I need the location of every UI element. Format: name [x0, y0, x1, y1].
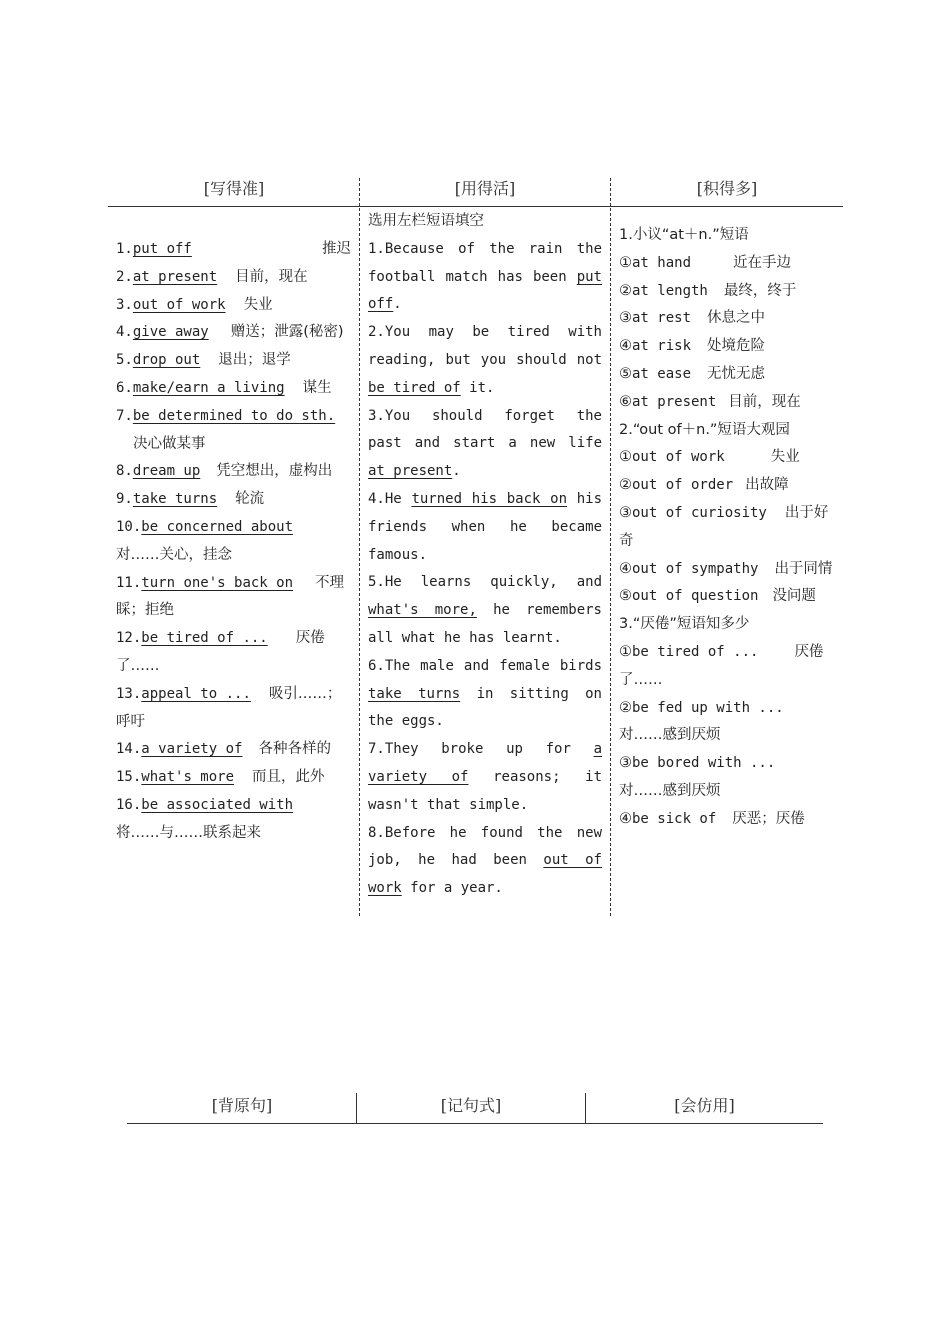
header-rule	[108, 206, 843, 207]
list-item: 9.take turns 轮流	[116, 491, 265, 508]
exercise-item: 5.He learns quickly, and what's more, he remembers all what he has learnt.	[368, 574, 602, 646]
exercise-item: 3.You should forget the past and start a new life at present.	[368, 407, 602, 480]
header-ji-ju-shi: [记句式]	[440, 1096, 502, 1115]
exercise-item: 2.You may be tired with reading, but you should not be tired of it.	[368, 324, 602, 396]
list-item: ②out of order 出故障	[619, 477, 789, 494]
list-item: 13.appeal to ... 吸引……；呼吁	[116, 685, 342, 730]
list-item: 7.be determined to do sth. 决心做某事	[116, 407, 336, 452]
header-hui-fang-yong: [会仿用]	[674, 1096, 735, 1115]
list-item: 15.what's more 而且，此外	[116, 769, 325, 786]
list-item: 11.turn one's back on 不理睬；拒绝	[116, 574, 345, 619]
section-title: 3.“厌倦”短语知多少	[619, 616, 750, 633]
exercise-item: 1.Because of the rain the football match has been put off.	[368, 240, 602, 313]
list-item: 1.put off 推迟	[116, 241, 351, 257]
phrase-list-column	[116, 236, 351, 848]
list-item: ③out of curiosity 出于好奇	[619, 504, 829, 549]
list-item: 12.be tired of ... 厌倦了……	[116, 630, 325, 674]
answer-phrase: take turns	[132, 491, 218, 508]
list-item: ④out of sympathy 出于同情	[619, 560, 833, 577]
list-item: ②at length 最终，终于	[619, 282, 797, 299]
answer-phrase: put off	[132, 241, 192, 257]
list-item: ④be sick of 厌恶；厌倦	[619, 810, 805, 827]
list-item: 10.be concerned about对……关心，挂念	[116, 518, 294, 563]
answer-blank: out of work	[368, 852, 602, 897]
list-item: ③be bored with ...对……感到厌烦	[619, 755, 776, 799]
answer-blank: take turns	[368, 685, 461, 702]
extension-column	[619, 222, 835, 834]
answer-phrase: a variety of	[141, 741, 243, 758]
answer-blank: what's more,	[368, 602, 477, 619]
section-title: 1.小议“at＋n.”短语	[619, 227, 749, 243]
answer-phrase: be tired of ...	[141, 630, 268, 647]
header-ji-de-duo: [积得多]	[696, 179, 758, 198]
column-divider	[359, 178, 360, 916]
list-item: ②be fed up with ...对……感到厌烦	[619, 699, 784, 744]
answer-phrase: turn one's back on	[141, 574, 294, 591]
list-item: ⑤at ease 无忧无虑	[619, 365, 766, 382]
list-item: ①out of work 失业	[619, 449, 800, 466]
header-bei-yuan-ju: [背原句]	[211, 1096, 273, 1115]
fill-in-column	[368, 208, 602, 903]
list-item: 8.dream up 凭空想出，虚构出	[116, 463, 333, 480]
list-item: ③at rest 休息之中	[619, 310, 766, 327]
answer-phrase: what's more	[141, 769, 235, 786]
list-item: ①be tired of ... 厌倦了……	[619, 643, 824, 688]
answer-blank: be tired of	[368, 379, 461, 396]
column-divider	[356, 1093, 357, 1123]
list-item: 5.drop out 退出；退学	[116, 352, 291, 369]
list-item: 16.be associated with将……与……联系起来	[116, 796, 294, 841]
header-xie-de-zhun: [写得准]	[203, 179, 265, 198]
list-item: 6.make/earn a living 谋生	[116, 379, 332, 396]
list-item: 2.at present 目前，现在	[116, 268, 308, 285]
exercise-item: 8.Before he found the new job, he had been out of work for a year.	[368, 824, 602, 897]
exercise-item: 4.He turned his back on his friends when he became famous.	[368, 490, 602, 563]
answer-phrase: appeal to ...	[141, 685, 251, 702]
answer-phrase: give away	[132, 324, 209, 341]
header-rule	[127, 1123, 823, 1124]
column-divider	[585, 1093, 586, 1123]
answer-phrase: drop out	[132, 352, 201, 369]
list-item: 4.give away 赠送；泄露(秘密)	[116, 324, 344, 341]
instruction-text: 选用左栏短语填空	[368, 213, 484, 229]
exercise-item: 6.The male and female birds take turns in sitting on the eggs.	[368, 657, 602, 730]
list-item: ①at hand 近在手边	[619, 254, 792, 271]
answer-blank: at present	[368, 463, 453, 480]
answer-phrase: out of work	[132, 296, 226, 313]
list-item: ⑤out of question 没问题	[619, 588, 816, 605]
list-item: 3.out of work 失业	[116, 296, 273, 313]
exercise-item: 7.They broke up for a variety of reasons; it wasn't that simple.	[368, 741, 602, 813]
list-item: 14.a variety of 各种各样的	[116, 741, 331, 758]
header-yong-de-huo: [用得活]	[454, 179, 516, 198]
answer-blank: turned his back on	[411, 490, 567, 507]
answer-blank: put off	[368, 268, 602, 313]
answer-phrase: at present	[132, 268, 218, 285]
answer-phrase: dream up	[132, 463, 201, 480]
column-divider	[610, 178, 611, 916]
answer-phrase: be associated with	[141, 796, 294, 813]
answer-blank: a variety of	[368, 741, 602, 785]
answer-phrase: make/earn a living	[132, 379, 285, 396]
section-title: 2.“out of＋n.”短语大观园	[619, 421, 790, 438]
answer-phrase: be concerned about	[141, 518, 294, 535]
answer-phrase: be determined to do sth.	[132, 407, 336, 424]
list-item: ④at risk 处境危险	[619, 338, 766, 355]
list-item: ⑥at present 目前，现在	[619, 393, 801, 410]
